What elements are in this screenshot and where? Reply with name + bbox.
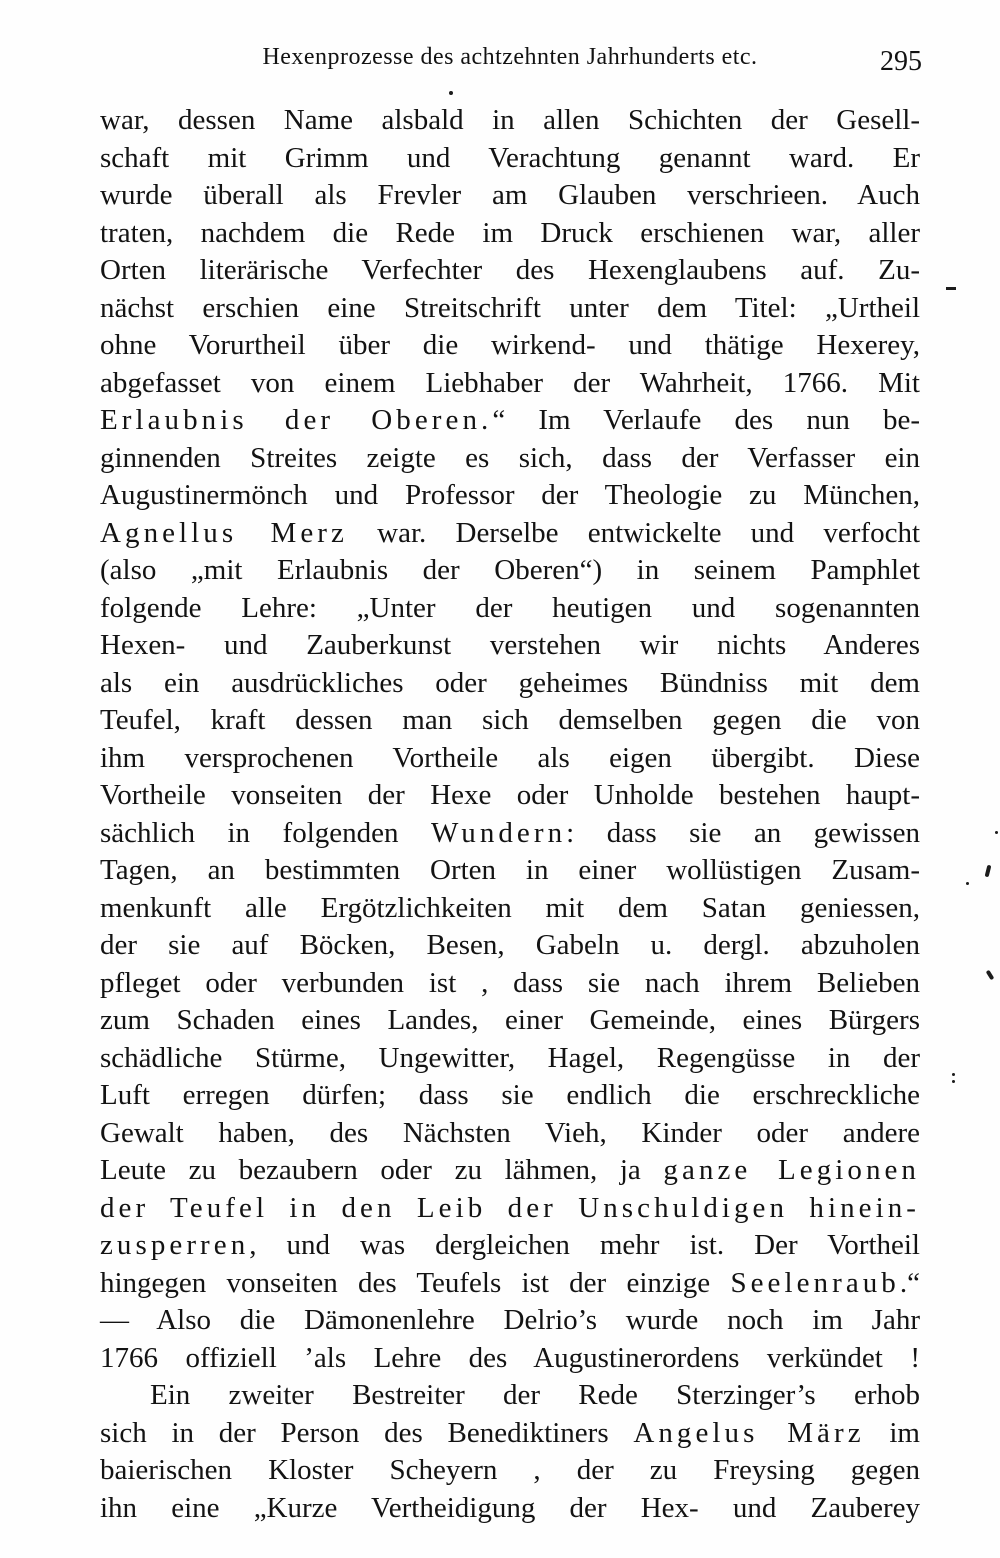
text-line [100,590,920,628]
text-segment: ginnenden Streites zeigte es sich, dass der Verfasser ein [100,441,920,474]
scan-speckle [449,91,453,95]
text-line [100,702,920,740]
text-line [100,1415,920,1453]
text-line [100,777,920,815]
spaced-text-segment: Angelus März [633,1416,865,1449]
text-segment: hingegen vonseiten des Teufels ist der einzige [100,1266,731,1299]
text-segment: menkunft alle Ergötzlichkeiten mit dem Satan geniessen, [100,891,920,924]
spaced-text-segment: der Teufel in den Leib der Unschuldigen hinein- [100,1191,920,1224]
text-line [100,1490,920,1528]
spaced-text-segment: zusperren [100,1229,250,1261]
text-segment: ohne Vorurtheil über die wirkend- und thätige Hexerey, [100,329,920,361]
text-line [100,740,920,778]
text-line [100,965,920,1003]
page-body [100,102,920,1527]
scan-speckle [985,865,992,878]
spaced-text-segment: Agnellus Merz [100,516,348,549]
scan-speckle [946,287,956,290]
text-segment: pfleget oder verbunden ist , dass sie nach ihrem Belieben [100,966,920,999]
text-line [100,1002,920,1040]
text-line [100,402,920,440]
text-segment: war, dessen Name alsbald in allen Schichten der Gesell- [100,104,920,136]
text-line [100,1340,920,1378]
text-segment: Hexen- und Zauberkunst verstehen wir nichts Anderes [100,629,920,661]
text-segment: Ein zweiter Bestreiter der Rede Sterzinger’s erhob [150,1379,920,1411]
text-segment: — Also die Dämonenlehre Delrio’s wurde noch im Jahr [100,1304,920,1336]
text-line [100,890,920,928]
text-segment: Orten literärische Verfechter des Hexenglaubens auf. Zu- [100,254,920,286]
text-segment: folgende Lehre: „Unter der heutigen und sogenannten [100,591,920,624]
text-segment: , und was dergleichen mehr ist. Der Vortheil [249,1229,920,1261]
text-segment: sächlich in folgenden [100,816,431,849]
text-line [100,1265,920,1303]
text-line [100,477,920,515]
text-line [100,1152,920,1190]
text-line [100,252,920,290]
spaced-text-segment: ganze Legionen [663,1154,920,1186]
text-line [100,815,920,853]
text-line [100,927,920,965]
page-number: 295 [880,46,922,77]
spaced-text-segment: Wundern [430,816,567,849]
text-line [100,1190,920,1228]
text-segment: war. Derselbe entwickelte und verfocht [347,516,921,549]
text-segment: Teufel, kraft dessen man sich demselben gegen die von [100,704,920,736]
text-segment: im [864,1416,920,1449]
text-segment: (also „mit Erlaubnis der Oberen“) in seinem Pamphlet [100,554,920,586]
scan-speckle [952,1080,955,1083]
text-segment: zum Schaden eines Landes, einer Gemeinde, eines Bürgers [100,1004,920,1036]
text-line [100,515,920,553]
text-segment: baierischen Kloster Scheyern , der zu Freysing gegen [100,1454,920,1486]
text-line [100,177,920,215]
text-segment: : dass sie an gewissen [566,816,920,849]
text-line [100,852,920,890]
text-segment: nächst erschien eine Streitschrift unter dem Titel: „Urtheil [100,291,920,324]
text-line [100,1377,920,1415]
text-segment: Vortheile vonseiten der Hexe oder Unholde bestehen haupt- [100,779,920,811]
text-line [100,1302,920,1340]
text-line [100,1227,920,1265]
text-segment: sich in der Person des Benediktiners [100,1416,634,1449]
text-segment: Leute zu bezaubern oder zu lähmen, ja [100,1154,664,1186]
text-line [100,665,920,703]
scan-speckle [986,970,995,981]
text-segment: ihm versprochenen Vortheile als eigen übergibt. Diese [100,741,920,774]
text-segment: 1766 offiziell ʼals Lehre des Augustinerordens verkündet ! [100,1341,920,1374]
text-segment: “ Im Verlaufe des nun be- [492,404,920,436]
text-line [100,627,920,665]
spaced-text-segment: Seelenraub [730,1266,900,1299]
text-segment: Tagen, an bestimmten Orten in einer wollüstigen Zusam- [100,854,920,886]
spaced-text-segment: Erlaubnis der Oberen. [100,404,493,436]
text-segment: wurde überall als Frevler am Glauben verschrieen. Auch [100,179,920,211]
text-line [100,327,920,365]
text-line [100,1115,920,1153]
text-line [100,440,920,478]
text-line [100,552,920,590]
text-line [100,1040,920,1078]
text-segment: schaft mit Grimm und Verachtung genannt ward. Er [100,141,920,174]
scan-speckle [952,1073,955,1076]
running-header: Hexenprozesse des achtzehnten Jahrhunderts etc. [262,44,758,70]
text-line [100,1452,920,1490]
text-line [100,290,920,328]
text-line [100,1077,920,1115]
text-segment: .“ [899,1266,920,1299]
text-segment: traten, nachdem die Rede im Druck erschienen war, aller [100,216,920,249]
text-segment: der sie auf Böcken, Besen, Gabeln u. dergl. abzuholen [100,929,920,961]
text-segment: schädliche Stürme, Ungewitter, Hagel, Regengüsse in der [100,1041,920,1074]
scan-speckle [995,831,998,834]
scan-speckle [966,882,969,885]
text-segment: ihn eine „Kurze Vertheidigung der Hex- und Zauberey [100,1491,920,1524]
text-segment: abgefasset von einem Liebhaber der Wahrheit, 1766. Mit [100,366,920,399]
text-segment: Gewalt haben, des Nächsten Vieh, Kinder oder andere [100,1116,920,1149]
text-line [100,215,920,253]
text-segment: Luft erregen dürfen; dass sie endlich die erschreckliche [100,1079,920,1111]
text-line [100,365,920,403]
text-segment: als ein ausdrückliches oder geheimes Bündniss mit dem [100,666,920,699]
text-line [100,102,920,140]
text-segment: Augustinermönch und Professor der Theologie zu München, [100,479,920,511]
text-line [100,140,920,178]
